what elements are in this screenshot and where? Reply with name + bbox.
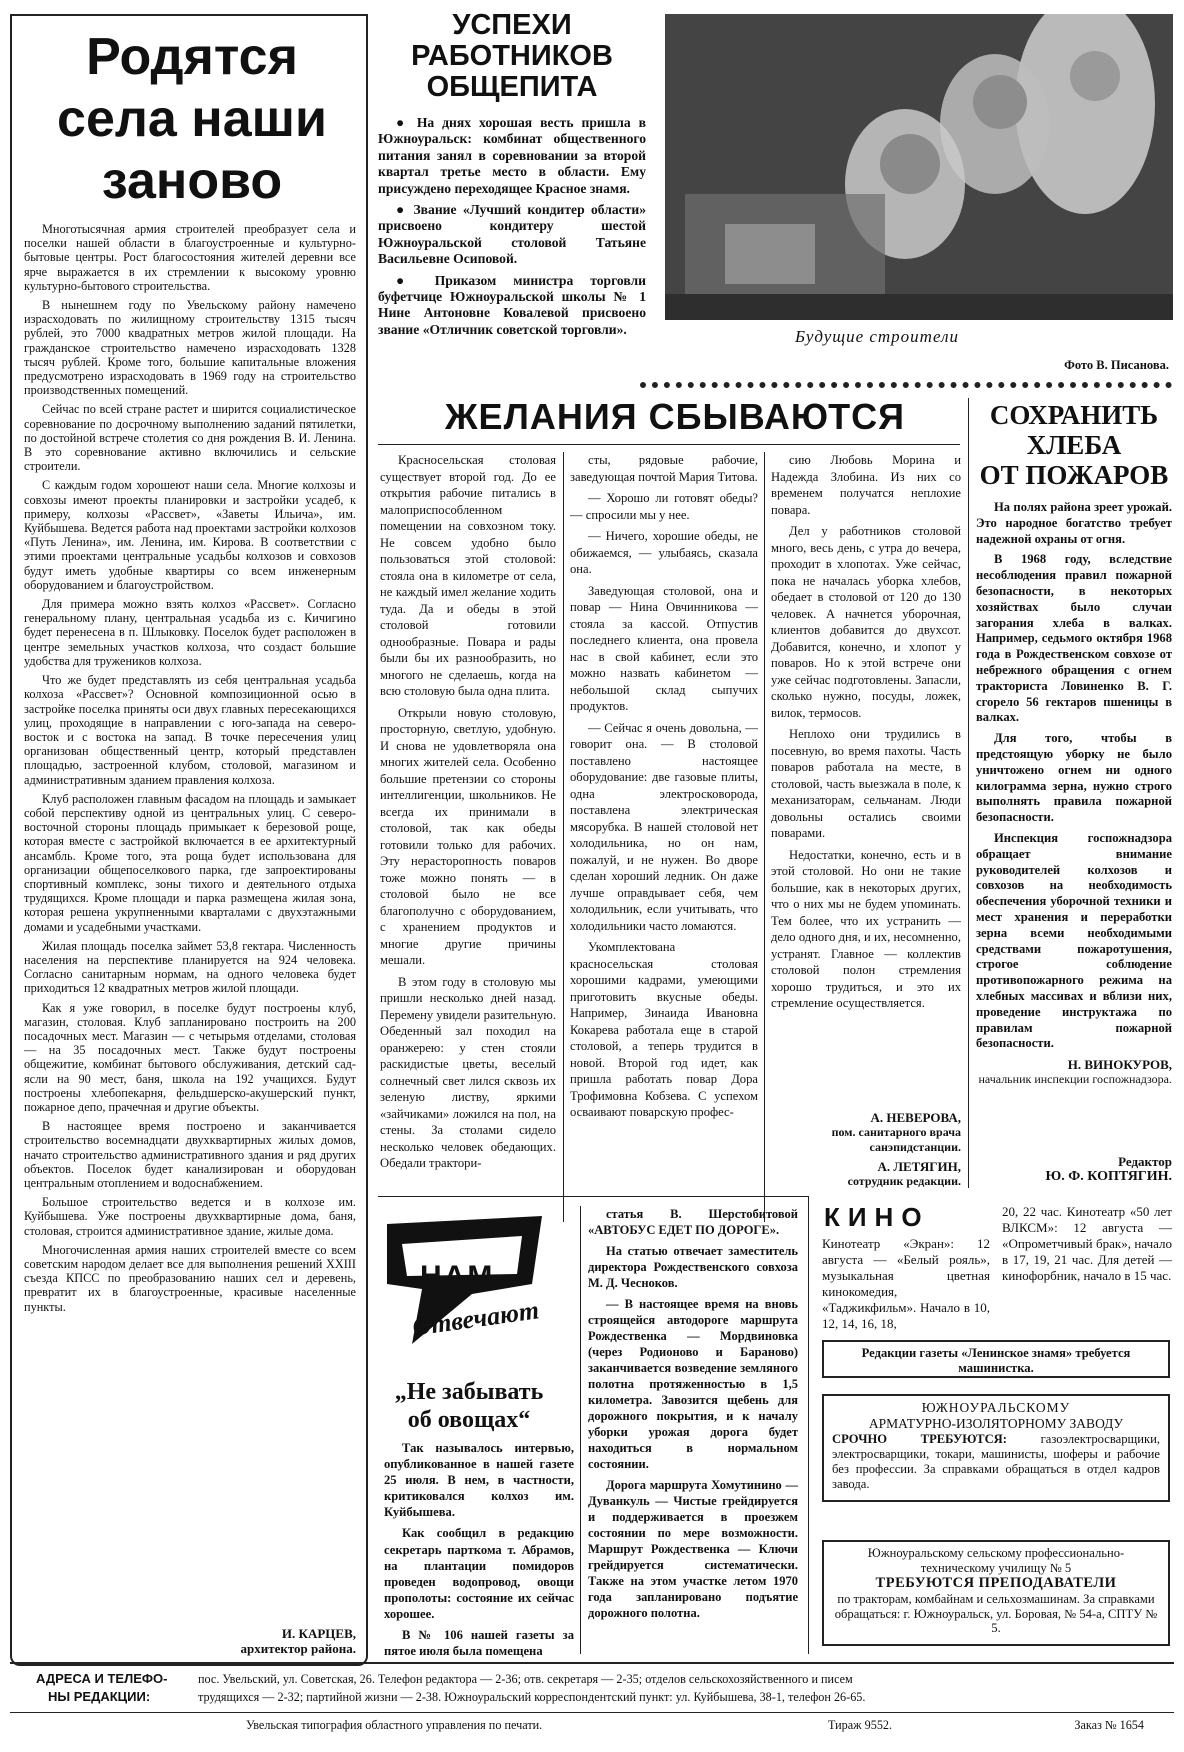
cinema-col1: Кинотеатр «Экран»: 12 августа — «Белый рояль», музыкальная цветная кинокомедия, «Таджикфильм». Начало в 10, 12, 14, 16, 18, (822, 1236, 990, 1331)
reply-divider (580, 1206, 581, 1654)
villages-paragraph: В нынешнем году по Увельскому району намечено израсходовать по жилищному строительству 1315 тысяч рублей, это 7000 квадратных метров жилой площади. На гражданское строительство намечено израсходовать 1328 тысяч рублей. Кроме того, большие капитальные вложения предусмотрено израсходовать в 1969 году на строительство производственных помещений. (24, 298, 356, 398)
villages-headline: Родятся села наши заново (57, 28, 327, 210)
ad-plant-line3: СРОЧНО ТРЕБУЮТСЯ: (832, 1432, 1007, 1446)
villages-paragraph: Для примера можно взять колхоз «Рассвет». Согласно генеральному плану, центральная усадьба из с. Кичигино будет перенесена в п. Шлыковку. Поселок будет расположен в центре земельных участков колхоза, что создаст большие удобства для тружеников колхоза. (24, 597, 356, 668)
wishes-author2: А. ЛЕТЯГИН, (877, 1159, 961, 1174)
villages-paragraph: Жилая площадь поселка займет 53,8 гектара. Численность населения на перспективе планируется на 924 человека. Согласно санитарным нормам, на одного человека будет приходиться 12 квадратных метров жилой площади. (24, 938, 356, 996)
fire-paragraph: Инспекция госпожнадзора обращает внимание руководителей колхозов и совхозов на необходимость обеспечения уборочной техники и мест хранения и переработки зерна всеми необходимыми средствами пожаротушения, строгое соблюдение противопожарного режима на хлебных массивах и вблизи них, проведение инструктажа по правилам пожарной безопасности. (976, 830, 1172, 1051)
fire-headline-line2: ХЛЕБА (1026, 430, 1122, 460)
photo-future-builders (665, 14, 1173, 320)
editor-note (970, 1154, 1172, 1184)
wishes-paragraph: Открыли новую столовую, просторную, светлую, удобную. И снова не удовлетворяла она многих жителей села. Особенно большие претензии со стороны интеллигенции, школьников. Не всегда их принимали в столовой, так как обеды готовили только для рабочих. Эту нерасторопность поваров тоже можно понять — в столовой было не все благополучно с оборудованием, с хранением продуктов и многие другие причины мешали. (380, 705, 556, 967)
reply-col1 (384, 1440, 574, 1664)
footer-label (36, 1670, 206, 1706)
dotted-rule (640, 382, 1172, 392)
reply-paragraph: Как сообщил в редакцию секретарь парткома т. Абрамов, на плантации помидоров проведен водопровод, овощи прополоты: состояние их сейчас хорошее. (384, 1526, 574, 1621)
villages-paragraph: Многотысячная армия строителей преобразует села и поселки нашей области в благоустроенные и культурно-бытовые центры. Рост благосостояния жителей деревни все ярче выражается в их стремлении к высокому уровню культурно-бытового строительства. (24, 222, 356, 293)
wishes-paragraph: сты, рядовые рабочие, заведующая почтой Мария Титова. (570, 453, 758, 484)
footer-line2: трудящихся — 2-32; партийной жизни — 2-38. Южноуральский корреспондентский пункт: ул. Куйбышева, 38-1, телефон 26-65. (198, 1690, 866, 1704)
reply-paragraph: В № 106 нашей газеты за пятое июля была помещена (384, 1628, 574, 1659)
article-villages (10, 14, 368, 1666)
fire-headline-line3: ОТ ПОЖАРОВ (979, 460, 1169, 490)
ad-plant-line2: АРМАТУРНО-ИЗОЛЯТОРНОМУ ЗАВОДУ (868, 1416, 1124, 1431)
wishes-rule (378, 444, 960, 445)
wishes-col1 (380, 452, 556, 1227)
villages-paragraph: Сейчас по всей стране растет и ширится социалистическое соревнование по досрочному выполнению заданий пятилетки, по достойной встрече столетия со дня рождения В. И. Ленина. В это соревнование активно включились и сельские строители. (24, 402, 356, 474)
ad-typist-text: Редакции газеты «Ленинское знамя» требуется машинистка. (861, 1346, 1131, 1376)
editor-name: Ю. Ф. КОПТЯГИН. (1045, 1169, 1172, 1184)
wishes-paragraph: Недостатки, конечно, есть и в этой столовой. Но они не такие большие, как в некоторых других, что о них мы не будем упоминать. Тем более, что их устранить — дело одного дня, и их, несомненно, устранят. Главное — коллектив столовой полон стремления хорошо трудиться, и это их стремление осуществляется. (771, 847, 961, 1010)
item-text: На днях хорошая весть пришла в Южноуральск: комбинат общественного питания занял в соревновании за второй квартал третье место в области. Ему присуждено переходящее Красное знамя. (378, 115, 646, 196)
villages-paragraph: С каждым годом хорошеют наши села. Многие колхозы и совхозы имеют проекты планировки и застройки усадеб, к примеру, колхозы «Рассвет», «Заветы Ильича», им. Куйбышева. Ведется работа над проектами застройки колхозов «Путь Ленина», им. Ленина, им. Кирова. В соответствии с этими проектами центральные усадьбы колхозов и совхозов будут иметь удобные квартиры со всем инженерным оборудованием и благоустройством. (24, 478, 356, 592)
wishes-paragraph: Красносельская столовая существует второй год. До ее открытия рабочие питались в малоприспособленном помещении на совхозном току. Не совсем удобно было пользоваться этой столовой: стояла она в километре от села, не каждый имел желание ходить туда. Да и обеды в этой столовой готовили однообразные. Повара и рады были бы их разнообразить, но многого не сделаешь, когда на всю столовую была одна плита. (380, 453, 556, 698)
wishes-col2 (570, 452, 758, 1222)
bullet-icon: ● (396, 202, 414, 218)
catering-item (378, 273, 646, 339)
ad-school-line1: Южноуральскому сельскому профессионально-техническому училищу № 5 (867, 1546, 1125, 1575)
footer-printer: Увельская типография областного управления по печати. (246, 1718, 543, 1732)
wishes-col3 (771, 452, 961, 1110)
photo-credit: Фото В. Писанова. (1064, 358, 1169, 372)
catering-item (378, 202, 646, 268)
wishes-paragraph: — Ничего, хорошие обеды, не обижаемся, — улыбаясь, сказала она. (570, 529, 758, 576)
bullet-icon: ● (396, 272, 435, 288)
catering-headline-line2: РАБОТНИКОВ (411, 40, 613, 72)
cinema-title: КИНО (824, 1202, 930, 1232)
wishes-paragraph: Дел у работников столовой много, весь день, с утра до вечера, проходит в хлопотах. Уже сейчас, пока не началась уборка хлебов, обедает в столовой от 120 до 130 человек. А начнется уборочная, клиентов добавится до двухсот. Добавится, конечно, и хлопот у поваров. Но к этой встрече они уже сейчас подготовлены. Запасли, сколько нужно, посуды, ложек, вилок, термосов. (771, 524, 961, 720)
ad-plant (822, 1394, 1170, 1502)
wishes-paragraph: Укомплектована красносельская столовая хорошими кадрами, умеющими приготовить вкусные обеды. Например, Зинаида Ивановна Кокарева работала еще в старой столовой, а теперь трудится в новой. Второй год идет, как пришла работать повар Дора Трофимовна Кобзева. С успехом осваивают поварскую профес- (570, 940, 758, 1119)
fire-headline (976, 400, 1172, 490)
reply-badge-line1: НАМ (420, 1260, 495, 1293)
item-text: Приказом министра торговли буфетчице Южноуральской школы № 1 Нине Антоновне Ковалевой присвоено звание «Отличник советской торговли». (378, 272, 646, 337)
ad-plant-body (832, 1432, 1160, 1492)
cinema-divider (808, 1196, 809, 1654)
catering-headline-line1: УСПЕХИ (452, 9, 572, 41)
catering-headline (378, 10, 646, 103)
reply-col2 (588, 1206, 798, 1626)
wishes-paragraph: сию Любовь Морина и Надежда Злобина. Из них со временем получатся неплохие повара. (771, 453, 961, 517)
footer-imprint (10, 1718, 1174, 1740)
wishes-paragraph: Неплохо они трудились в посевную, во время пахоты. Часть поваров работала на месте, в столовой, часть выезжала в поле, к механизаторам, сельчанам. Люди довольны остались своими поварами. (771, 727, 961, 840)
article-catering (378, 10, 646, 390)
fire-paragraph: В 1968 году, вследствие несоблюдения правил пожарной безопасности, в некоторых хозяйствах было случаи загорания хлеба в валках. Например, седьмого октября 1968 года в Рождественском совхозе от небрежного обращения с огнем тракториста Ловиненко В. Г. сгорело 56 гектаров пшеницы в валках. (976, 552, 1172, 725)
fire-signature (976, 1057, 1172, 1087)
editor-label: Редактор (1118, 1154, 1172, 1169)
wishes-paragraph: — Хорошо ли готовят обеды? — спросили мы у нее. (570, 491, 758, 522)
ad-school-text: по тракторам, комбайнам и сельхозмашинам. За справками обращаться: г. Южноуральск, ул. Боровая, № 54-а, СПТУ № 5. (834, 1592, 1158, 1635)
villages-author: И. КАРЦЕВ, (281, 1626, 356, 1641)
reply-badge-line2: Отвечают (410, 1295, 541, 1342)
villages-author-role: архитектор района. (240, 1641, 356, 1656)
fire-headline-line1: СОХРАНИТЬ (989, 400, 1159, 430)
footer-label-line2: НЫ РЕДАКЦИИ: (48, 1689, 151, 1704)
ad-plant-text: газоэлектросварщики, электросварщики, токари, машинисты, шоферы и рабочие без профессии. За справками обращаться в отдел кадров завода. (832, 1432, 1160, 1491)
wishes-headline: ЖЕЛАНИЯ СБЫВАЮТСЯ (445, 396, 905, 437)
footer-order: Заказ № 1654 (1074, 1718, 1144, 1732)
cinema-block (818, 1198, 1174, 1331)
reply-paragraph: Так называлось интервью, опубликованное в нашей газете 25 июля. В нем, в частности, критиковался колхоз им. Куйбышева. (384, 1441, 574, 1520)
villages-paragraph: Что же будет представлять из себя центральная усадьба колхоза «Рассвет»? Основной композиционной осью в застройке поселка приняты оси двух главных пересекающихся улиц, проходящие в направлении с юго-запада на северо-восток и с востока на запад. В точке пересечения улиц организован общественный центр, который представлен площадью, застроенной клубом, столовой, магазином и административным зданием правления колхоза. (24, 673, 356, 787)
footer-line1: пос. Увельский, ул. Советская, 26. Телефон редактора — 2-36; отв. секретаря — 2-35; отделов сельскохозяйственного и писем (198, 1672, 853, 1686)
wishes-author2-role: сотрудник редакции. (847, 1174, 961, 1188)
photo-block (665, 14, 1173, 380)
wishes-paragraph: В этом году в столовую мы пришли несколько дней назад. Перемену увидели разительную. Обеденный зал походил на оранжерею: у стен стояли раскидистые цветы, веселый солнечный свет лился сквозь их зеленую листву, яркими «зайчиками» ложился на пол, на стены. За столами сидело несколько человек обедающих. Обедали трактори- (380, 974, 556, 1170)
fire-author-role: начальник инспекции госпожнадзора. (978, 1072, 1172, 1087)
ad-school (822, 1540, 1170, 1646)
ad-typist (822, 1340, 1170, 1378)
villages-signature (136, 1626, 356, 1656)
ad-school-line2: ТРЕБУЮТСЯ ПРЕПОДАВАТЕЛИ (875, 1575, 1117, 1591)
catering-items (378, 115, 646, 338)
villages-body (24, 222, 356, 1319)
fire-paragraph: На полях района зреет урожай. Это народное богатство требует надежной охраны от огня. (976, 500, 1172, 546)
item-text: Звание «Лучший кондитер области» присвоено кондитеру шестой Южноуральской столовой Татьяне Васильевне Осиповой. (378, 202, 647, 267)
villages-paragraph: Многочисленная армия наших строителей вместе со всем советским народом делает все для выполнения решений XXIII съезда КПСС по преобразованию наших сел и деревень, превратит их в благоустроенные, красивые населенные пункты. (24, 1242, 356, 1314)
footer-label-line1: АДРЕСА И ТЕЛЕФО- (36, 1671, 168, 1686)
catering-item (378, 115, 646, 197)
reply-badge (382, 1214, 552, 1364)
photo-caption: Будущие строители (795, 327, 959, 346)
villages-paragraph: Как я уже говорил, в поселке будут построены клуб, магазин, столовая. Клуб запланировано построить на 200 посадочных мест. Магазин — с четырьмя отделами, столовая — на 35 посадочных мест. Также будут построены общежитие, комбинат бытового обслуживания, детский сад-ясли на 90 мест, баня, школа на 192 учащихся. Будут построены хлебопекарня, фельдшерско-акушерский пункт, пожарное депо, прачечная и другие объекты. (24, 1000, 356, 1114)
reply-paragraph: На статью отвечает заместитель директора Рождественского совхоза М. Д. Чесноков. (588, 1244, 798, 1290)
footer-rule (10, 1662, 1174, 1664)
villages-paragraph: Клуб расположен главным фасадом на площадь и замыкает собой перспективу одной из центральных улиц. С северо-восточной стороны площадь примыкает к березовой роще, которая вместе с застройкой включается в ее архитектурный ансамбль. Кроме того, эта роща будет использована для организации общепоселкового парка, где запроектированы спортивный комплекс, зоны тихого и деятельного отдыха трудящихся. Кроме площади и парка размещена жилая зона, которая решена укрупненными кварталами с двухэтажными домами и усадебными участками. (24, 791, 356, 934)
footer-addresses (10, 1668, 1174, 1710)
reply-paragraph: статья В. Шерстобитовой «АВТОБУС ЕДЕТ ПО ДОРОГЕ». (588, 1207, 798, 1237)
reply-paragraph: Дорога маршрута Хомутинино — Дуванкуль — Чистые грейдируется и поддерживается в проезжем состоянии по мере возможности. Маршрут Рождественка — Ключи грейдируется систематически. Также на этом участке летом 1970 года запланировано подъятие дорожного полотна. (588, 1478, 798, 1620)
wishes-paragraph: — Сейчас я очень довольна, — говорит она. — В столовой поставлено настоящее оборудование: две газовые плиты, одна электросковорода, поставлена электрическая мясорубка. В нашей столовой нет холодильника, но он нам, пожалуй, и не нужен. Во дворе сделан хороший ледник. Он даже лучше оправдывает себя, чем холодильник, если учитывать, что холодильники часто ломаются. (570, 720, 758, 933)
ad-plant-line1: ЮЖНОУРАЛЬСКОМУ (921, 1400, 1071, 1415)
fire-divider (968, 398, 969, 1188)
cinema-col2: 20, 22 час. Кинотеатр «50 лет ВЛКСМ»: 12 августа — «Опрометчивый брак», начало в 17, 19, 21 час. Для детей — кинофорбник, начало в 15 час. (1002, 1204, 1172, 1283)
wishes-author1-role: пом. санитарного врача санэпидстанции. (831, 1125, 961, 1154)
footer-rule2 (10, 1712, 1174, 1713)
fire-author: Н. ВИНОКУРОВ, (1067, 1057, 1172, 1073)
wishes-signatures (771, 1110, 961, 1189)
article-fire (976, 400, 1172, 1180)
reply-title: „Не забывать об овощах“ (394, 1379, 544, 1433)
reply-rule (378, 1196, 808, 1197)
reply-paragraph: — В настоящее время на вновь строящейся автодороге маршрута Рождественка — Мордвиновка (через Родионово и Бараново) заканчивается возведение земляного полотна протяженностью в 1,5 километра. Завозится щебень для дорожного покрытия, и к началу уборки урожая дорога будет находиться в нормальном состоянии. (588, 1297, 798, 1471)
fire-body (976, 500, 1172, 1052)
wishes-author1: А. НЕВЕРОВА, (870, 1110, 961, 1125)
fire-paragraph: Для того, чтобы в предстоящую уборку не было уничтожено огнем ни одного килограмма зерна, нужно строго выполнять правила пожарной безопасности. (976, 731, 1172, 825)
villages-paragraph: Большое строительство ведется и в колхозе им. Куйбышева. Уже построены двухквартирные дома, баня, столовая, строится административное здание, жилые дома. (24, 1195, 356, 1238)
wishes-divider1 (563, 452, 564, 1222)
wishes-divider2 (764, 452, 765, 1222)
wishes-paragraph: Заведующая столовой, она и повар — Нина Овчинникова — стояла за кассой. Отпустив последнего клиента, она провела нас в свой кабинет, если это можно назвать кабинетом — небольшой склад сыпучих продуктов. (570, 583, 758, 713)
villages-paragraph: В настоящее время построено и заканчивается строительство восемнадцати двухквартирных жилых домов, начато строительство административного здания и ряд других объектов. Поселок будет канализирован и оборудован центральным отоплением и водоснабжением. (24, 1119, 356, 1190)
footer-circulation: Тираж 9552. (828, 1718, 893, 1732)
catering-headline-line3: ОБЩЕПИТА (426, 71, 598, 103)
bullet-icon: ● (396, 115, 417, 130)
